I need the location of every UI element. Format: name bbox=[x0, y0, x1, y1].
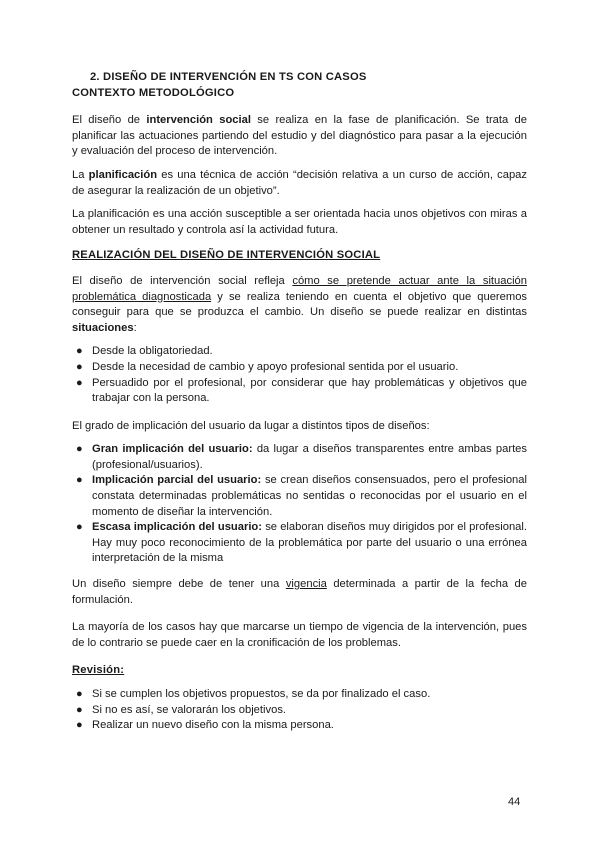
bullet-icon: ● bbox=[76, 703, 83, 716]
p6-pre: Un diseño siempre debe de tener una bbox=[72, 578, 286, 591]
revision-list bbox=[72, 687, 527, 734]
p6-post: determinada a partir de la fecha de formulación. bbox=[72, 578, 527, 606]
paragraph-diseno-refleja bbox=[72, 274, 527, 336]
p1-pre: El diseño de bbox=[72, 114, 147, 127]
bullet-icon: ● bbox=[76, 376, 83, 389]
list-item-text: Si se cumplen los objetivos propuestos, se da por finalizado el caso. bbox=[92, 688, 431, 700]
p4-pre: El diseño de intervención social refleja bbox=[72, 274, 293, 287]
list-item bbox=[72, 687, 527, 703]
bullet-icon: ● bbox=[76, 360, 83, 373]
p4-post: : bbox=[133, 321, 137, 334]
section-subtitle: CONTEXTO METODOLÓGICO bbox=[72, 86, 235, 99]
list-item bbox=[72, 718, 527, 734]
p4-underlined: cómo se pretende actuar ante la situación problemática diagnosticada bbox=[72, 274, 527, 303]
list-item bbox=[72, 344, 527, 360]
list-item bbox=[72, 520, 527, 567]
implicacion-list bbox=[72, 442, 527, 567]
list-item-text: Si no es así, se valorarán los objetivos. bbox=[92, 703, 287, 716]
page-number: 44 bbox=[508, 796, 521, 808]
list-item-text: Desde la necesidad de cambio y apoyo profesional sentida por el usuario. bbox=[92, 360, 459, 373]
list-item-bold: Gran implicación del usuario: bbox=[92, 443, 253, 456]
list-item-text: Realizar un nuevo diseño con la misma persona. bbox=[92, 719, 334, 732]
list-item-text: Desde la obligatoriedad. bbox=[92, 345, 213, 358]
bullet-icon: ● bbox=[76, 719, 83, 732]
p2-bold: planificación bbox=[88, 168, 158, 181]
revision-heading: Revisión: bbox=[72, 664, 125, 677]
bullet-icon: ● bbox=[76, 688, 83, 700]
list-item bbox=[72, 703, 527, 719]
p1-bold: intervención social bbox=[146, 114, 251, 127]
list-item-text: se crean diseños consensuados, pero el profesional constata determinadas problemáticas no sentidas o reconocidas por el usuario en el momento de diseñar la intervención. bbox=[92, 474, 527, 518]
list-item-text: da lugar a diseños transparentes entre ambas partes (profesional/usuarios). bbox=[92, 443, 528, 471]
bullet-icon: ● bbox=[76, 443, 83, 456]
section-heading: 2. DISEÑO DE INTERVENCIÓN EN TS CON CASOS bbox=[90, 71, 367, 83]
list-item-bold: Implicación parcial del usuario: bbox=[92, 474, 262, 487]
paragraph-grado-implicacion: El grado de implicación del usuario da lugar a distintos tipos de diseños: bbox=[72, 419, 430, 432]
paragraph-planificacion bbox=[72, 168, 527, 199]
p1-post: se realiza en la fase de planificación. Se trata de planificar las actuaciones partiendo del estudio y del diagnóstico para pasar a la ejecución y evaluación del proceso de intervención. bbox=[72, 114, 528, 158]
list-item-text: se elaboran diseños muy dirigidos por el profesional. Hay muy poco reconocimiento de la problemática por parte del usuario o una errónea interpretación de la misma bbox=[92, 521, 527, 565]
paragraph-tiempo-vigencia: La mayoría de los casos hay que marcarse un tiempo de vigencia de la intervención, pues de lo contrario se puede caer en la cronificación de los problemas. bbox=[72, 621, 527, 649]
paragraph-planificacion-accion: La planificación es una acción susceptible a ser orientada hacia unos objetivos con miras a obtener un resultado y controla así la actividad futura. bbox=[72, 208, 527, 236]
p4-mid: y se realiza teniendo en cuenta el objetivo que queremos conseguir para que se produzca el cambio. Un diseño se puede realizar en distintas bbox=[72, 290, 528, 319]
list-item bbox=[72, 442, 527, 473]
list-item-bold: Escasa implicación del usuario: bbox=[92, 521, 262, 534]
list-item bbox=[72, 473, 527, 520]
p2-pre: La bbox=[72, 168, 89, 181]
bullet-icon: ● bbox=[76, 474, 83, 487]
p2-post: es una técnica de acción “decisión relativa a un curso de acción, capaz de asegurar la realización de un objetivo”. bbox=[72, 168, 527, 197]
list-item bbox=[72, 376, 527, 407]
paragraph-vigencia bbox=[72, 577, 527, 608]
section2-heading: REALIZACIÓN DEL DISEÑO DE INTERVENCIÓN SOCIAL bbox=[72, 249, 381, 262]
p6-underlined: vigencia bbox=[285, 578, 327, 591]
list-item bbox=[72, 360, 527, 376]
list-item-text: Persuadido por el profesional, por considerar que hay problemáticas y objetivos que trabajar con la persona. bbox=[92, 376, 527, 405]
bullet-icon: ● bbox=[76, 345, 83, 358]
situaciones-list bbox=[72, 344, 527, 406]
document-page bbox=[72, 70, 527, 734]
bullet-icon: ● bbox=[76, 521, 83, 534]
paragraph-intervencion-social bbox=[72, 113, 527, 160]
p4-bold: situaciones bbox=[72, 321, 134, 334]
